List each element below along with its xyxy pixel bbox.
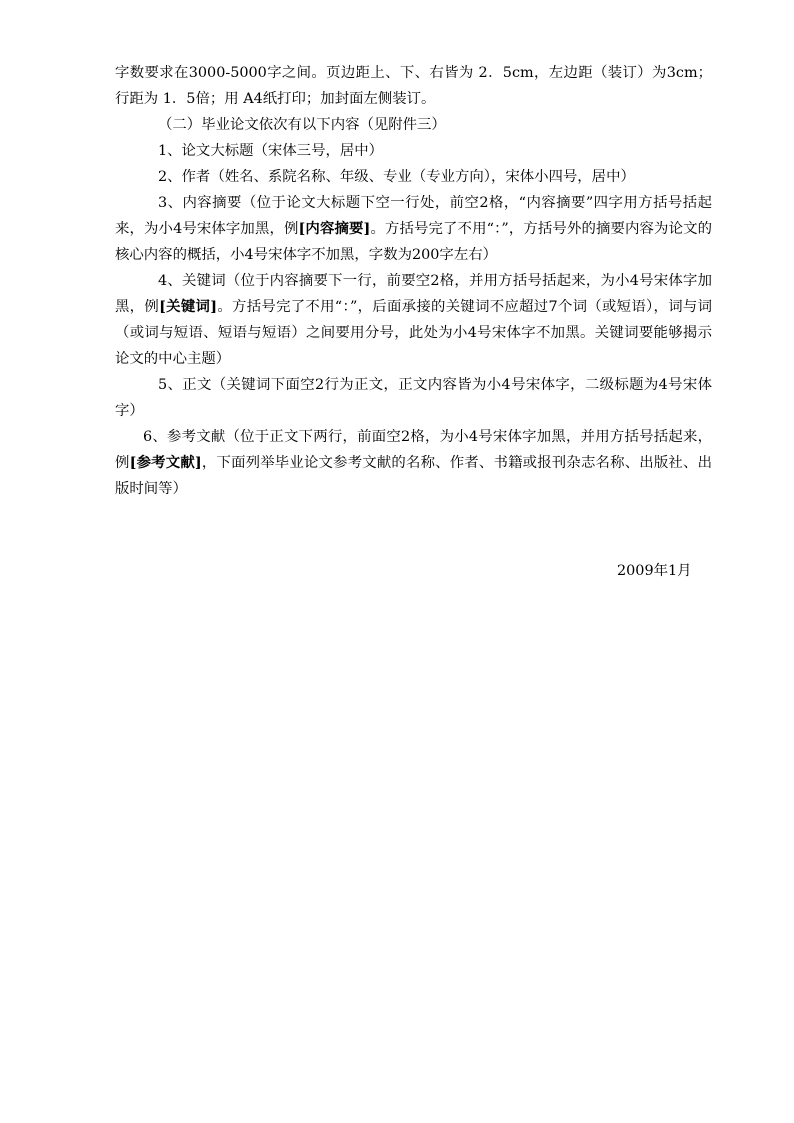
references-bold-label: [参考文献] — [129, 454, 202, 471]
item-title-text: 1、论文大标题（宋体三号，居中） — [158, 143, 384, 159]
paragraph-text: 字数要求在3000-5000字之间。页边距上、下、右皆为 2．5cm，左边距（装订）为3cm；行距为 1．5倍；用 A4纸打印；加封面左侧装订。 — [115, 65, 712, 107]
item-abstract-text-after: 。方括号完了不用“：”，方括号外的摘要内容为论文的核心内容的概括，小4号宋体字不加黑，字数为200字左右） — [115, 221, 712, 263]
abstract-bold-label: [内容摘要] — [298, 220, 371, 237]
item-keywords-text-after: 。方括号完了不用“：”，后面承接的关键词不应超过7个词（或短语），词与词（或词与短语、短语与短语）之间要用分号，此处为小4号宋体字不加黑。关键词要能够揭示论文的中心主题） — [115, 299, 712, 367]
paragraph-item-keywords — [115, 268, 712, 372]
item-references-text-before: 6、参考文献（位于正文下两行，前面空2格，为小4号宋体字加黑，并用方括号括起来，例 — [115, 429, 712, 471]
item-abstract-text-before: 3、内容摘要（位于论文大标题下空一行处，前空2格，“内容摘要”四字用方括号括起来，为小4号宋体字加黑，例 — [115, 195, 712, 237]
paragraph-item-references — [115, 424, 712, 502]
paragraph-section-heading — [115, 112, 712, 138]
keywords-bold-label: [关键词] — [159, 298, 218, 315]
item-references-text-after: ，下面列举毕业论文参考文献的名称、作者、书籍或报刊杂志名称、出版社、出版时间等） — [115, 455, 712, 497]
item-body-text: 5、正文（关键词下面空2行为正文，正文内容皆为小4号宋体字，二级标题为4号宋体字） — [115, 377, 712, 419]
item-author-text: 2、作者（姓名、系院名称、年级、专业（专业方向），宋体小四号，居中） — [158, 169, 635, 185]
paragraph-item-body — [115, 372, 712, 424]
item-keywords-text-before: 4、关键词（位于内容摘要下一行，前要空2格，并用方括号括起来，为小4号宋体字加黑，例 — [115, 273, 712, 315]
paragraph-item-abstract — [115, 190, 712, 268]
paragraph-item-title — [115, 138, 712, 164]
paragraph-item-author — [115, 164, 712, 190]
document-body — [115, 60, 712, 502]
paragraph-format-requirements — [115, 60, 712, 112]
section-heading-text: （二）毕业论文依次有以下内容（见附件三） — [158, 117, 446, 133]
document-date: 2009年1月 — [617, 563, 692, 579]
